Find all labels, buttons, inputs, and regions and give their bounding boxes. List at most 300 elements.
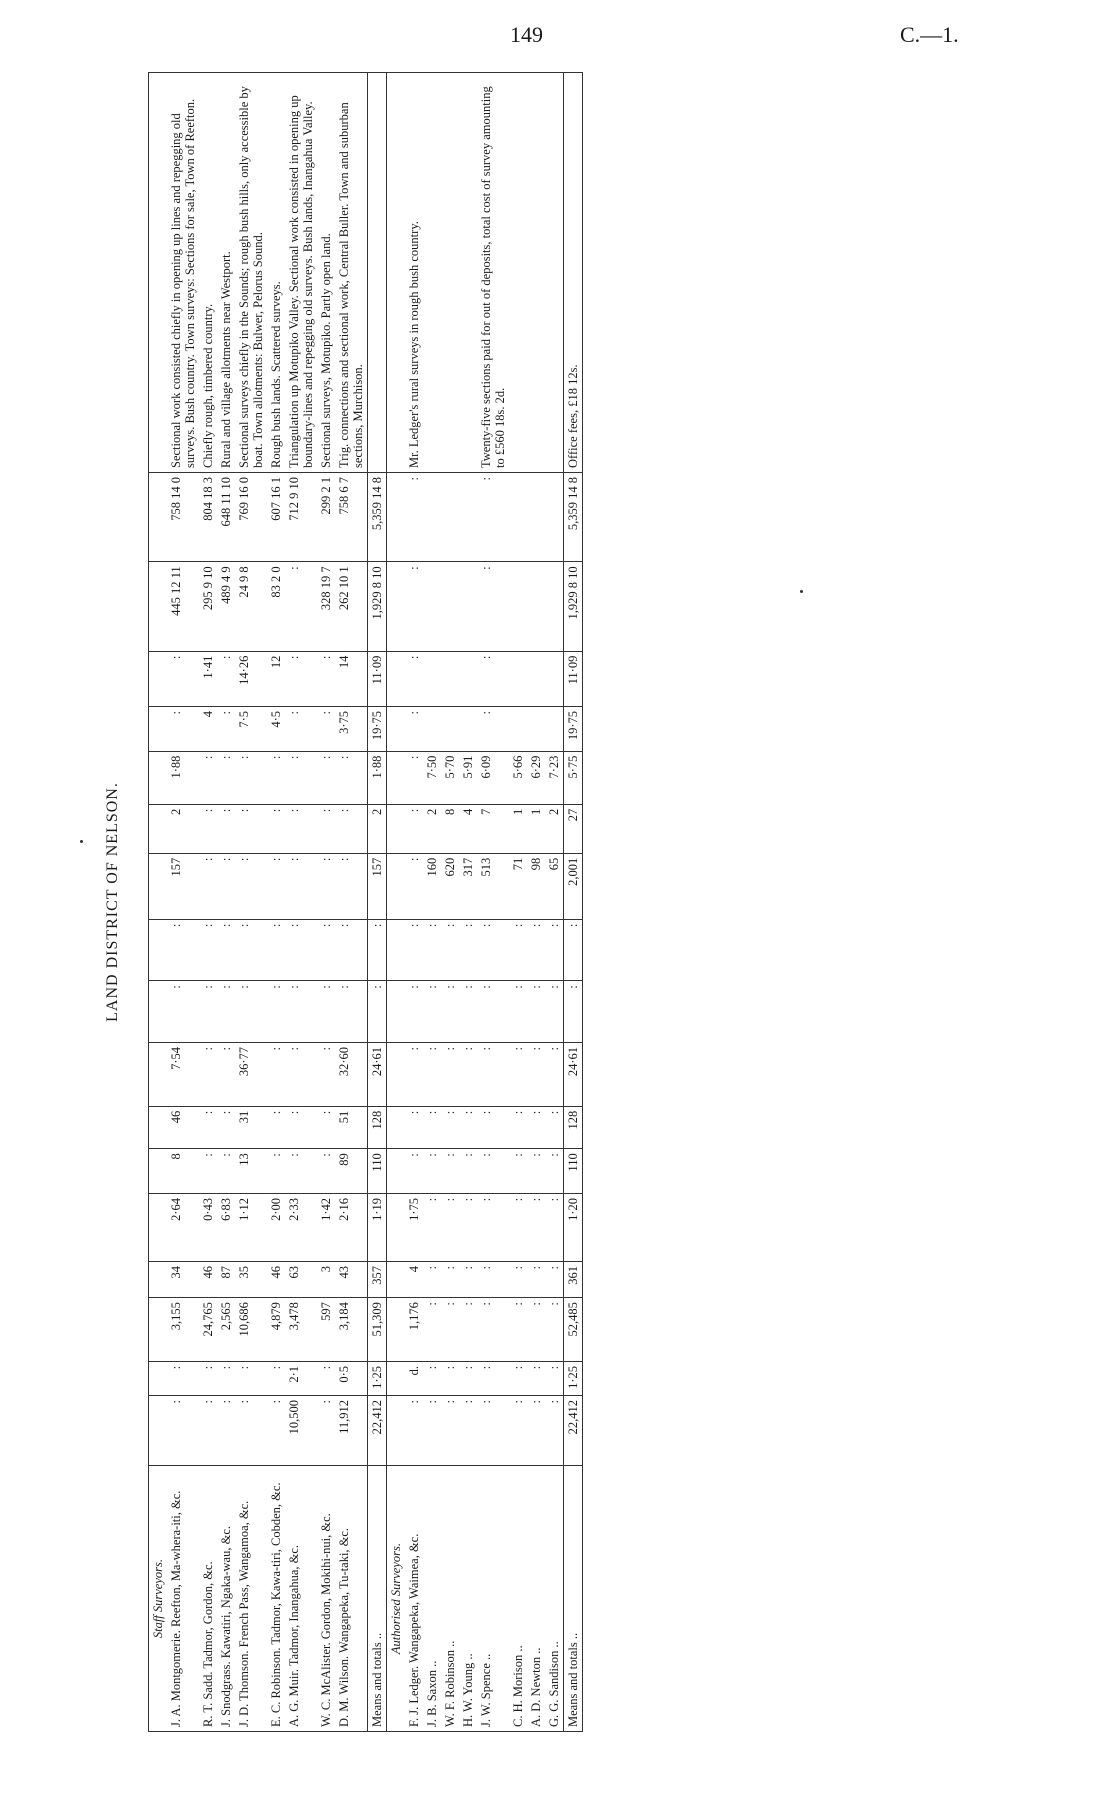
surveyor-name-cell: Means and totals ..	[368, 1466, 387, 1732]
value-cell-c3: :	[545, 1298, 564, 1362]
surveyor-name-cell: R. T. Sadd. Tadmor, Gordon, &c.	[201, 1561, 215, 1727]
value-cell-c2: 1·25	[564, 1361, 583, 1395]
value-cell-c14: 4·5	[267, 706, 285, 751]
value-cell-c16: 489 4 9	[217, 562, 235, 651]
empty-cell	[387, 853, 406, 919]
value-cell-c12: :	[217, 804, 235, 853]
section-heading-row	[387, 73, 406, 1732]
value-cell-c5: 1·42	[317, 1193, 335, 1261]
empty-cell	[149, 651, 168, 706]
value-cell-c10: :	[267, 919, 285, 981]
surveyor-name-cell: J. A. Montgomerie. Reefton, Ma-whera-iti, &c.	[169, 1490, 183, 1727]
table-row	[509, 73, 527, 1732]
totals-row	[368, 73, 387, 1732]
value-cell-c16	[423, 562, 441, 651]
empty-cell	[149, 981, 168, 1043]
value-cell-c17: 648 11 10	[217, 473, 235, 562]
value-cell-c9: :	[199, 981, 217, 1043]
table-body	[149, 73, 583, 1732]
value-cell-c6: :	[441, 1149, 459, 1194]
value-cell-c7: :	[405, 1106, 423, 1149]
surveyor-name-cell: H. W. Young ..	[461, 1653, 475, 1727]
empty-cell	[149, 1261, 168, 1297]
value-cell-c15	[441, 651, 459, 706]
value-cell-c10: :	[509, 919, 527, 981]
value-cell-c15: :	[405, 651, 423, 706]
value-cell-c6: :	[199, 1149, 217, 1194]
surveyor-name-cell: W. C. McAlister. Gordon, Mokihi-nui, &c.	[319, 1513, 333, 1727]
value-cell-c2: :	[235, 1361, 267, 1395]
value-cell-c13: :	[335, 751, 368, 804]
value-cell-c1: :	[217, 1395, 235, 1465]
value-cell-c13: :	[405, 751, 423, 804]
empty-cell	[149, 1193, 168, 1261]
value-cell-c7: 51	[335, 1106, 368, 1149]
value-cell-c8: :	[217, 1042, 235, 1106]
value-cell-c17	[545, 473, 564, 562]
value-cell-c8: :	[509, 1042, 527, 1106]
surveyor-name-cell: C. H. Morison ..	[511, 1645, 525, 1727]
value-cell-c9: :	[285, 981, 317, 1043]
empty-cell	[387, 981, 406, 1043]
value-cell-c3: 10,686	[235, 1298, 267, 1362]
empty-cell	[149, 804, 168, 853]
value-cell-c12: 1	[509, 804, 527, 853]
value-cell-c17	[441, 473, 459, 562]
value-cell-c3: 1,176	[405, 1298, 423, 1362]
value-cell-c14: 19·75	[564, 706, 583, 751]
value-cell-c6: :	[217, 1149, 235, 1194]
value-cell-c12: :	[199, 804, 217, 853]
value-cell-c6: :	[423, 1149, 441, 1194]
remarks-cell	[459, 73, 477, 473]
value-cell-c2: :	[267, 1361, 285, 1395]
surveyor-name-cell: J. B. Saxon ..	[425, 1660, 439, 1727]
value-cell-c14	[527, 706, 545, 751]
value-cell-c5: 2·64	[167, 1193, 199, 1261]
table-row	[217, 73, 235, 1732]
value-cell-c6: 8	[167, 1149, 199, 1194]
value-cell-c15: :	[317, 651, 335, 706]
value-cell-c11: 157	[167, 853, 199, 919]
empty-cell	[149, 473, 168, 562]
value-cell-c7: :	[459, 1106, 477, 1149]
value-cell-c10: :	[199, 919, 217, 981]
remarks-cell: Sectional work consisted chiefly in opening up lines and repegging old surveys. Bush country. Town surveys: Sections for sale, Town of Reefton.	[167, 73, 199, 473]
value-cell-c7: :	[217, 1106, 235, 1149]
value-cell-c9: :	[509, 981, 527, 1043]
value-cell-c14: 7·5	[235, 706, 267, 751]
value-cell-c10: :	[545, 919, 564, 981]
empty-cell	[387, 1042, 406, 1106]
value-cell-c17	[423, 473, 441, 562]
value-cell-c6: 110	[368, 1149, 387, 1194]
value-cell-c3: 3,184	[335, 1298, 368, 1362]
value-cell-c7: :	[441, 1106, 459, 1149]
value-cell-c2: :	[423, 1361, 441, 1395]
value-cell-c12: :	[267, 804, 285, 853]
value-cell-c1: :	[509, 1395, 527, 1465]
value-cell-c17: 299 2 1	[317, 473, 335, 562]
value-cell-c8: :	[423, 1042, 441, 1106]
value-cell-c11: :	[217, 853, 235, 919]
value-cell-c9: :	[335, 981, 368, 1043]
value-cell-c4: 361	[564, 1261, 583, 1297]
remarks-cell: Trig. connections and sectional work, Central Buller. Town and suburban sections, Murchison.	[335, 73, 368, 473]
value-cell-c13: 1·88	[368, 751, 387, 804]
table-row	[441, 73, 459, 1732]
value-cell-c6: :	[509, 1149, 527, 1194]
empty-cell	[149, 1298, 168, 1362]
table-row	[199, 73, 217, 1732]
value-cell-c10: :	[459, 919, 477, 981]
value-cell-c15	[509, 651, 527, 706]
value-cell-c15: :	[285, 651, 317, 706]
value-cell-c14: :	[217, 706, 235, 751]
empty-cell	[149, 73, 168, 473]
value-cell-c1: :	[235, 1395, 267, 1465]
value-cell-c7: :	[423, 1106, 441, 1149]
value-cell-c15: 14	[335, 651, 368, 706]
value-cell-c15: 14·26	[235, 651, 267, 706]
value-cell-c15: :	[167, 651, 199, 706]
empty-cell	[149, 1106, 168, 1149]
value-cell-c14	[423, 706, 441, 751]
rotated-table-block	[104, 72, 1108, 1732]
surveyor-name-cell: G. G. Sandison ..	[547, 1641, 561, 1727]
value-cell-c6: :	[405, 1149, 423, 1194]
value-cell-c10: :	[423, 919, 441, 981]
value-cell-c7: :	[285, 1106, 317, 1149]
surveyor-name-cell: A. D. Newton ..	[529, 1647, 543, 1727]
value-cell-c9: :	[217, 981, 235, 1043]
value-cell-c15	[527, 651, 545, 706]
empty-cell	[149, 1042, 168, 1106]
remarks-cell: Chiefly rough, timbered country.	[199, 73, 217, 473]
value-cell-c11: 71	[509, 853, 527, 919]
value-cell-c2: :	[167, 1361, 199, 1395]
value-cell-c14	[459, 706, 477, 751]
value-cell-c4: 357	[368, 1261, 387, 1297]
value-cell-c11: :	[267, 853, 285, 919]
surveyor-name-cell: E. C. Robinson. Tadmor, Kawa-tiri, Cobden, &c.	[269, 1482, 283, 1727]
remarks-cell	[423, 73, 441, 473]
value-cell-c17: 607 16 1	[267, 473, 285, 562]
value-cell-c1: :	[459, 1395, 477, 1465]
value-cell-c5: :	[423, 1193, 441, 1261]
value-cell-c2: 2·1	[285, 1361, 317, 1395]
surveyor-name-cell: F. J. Ledger. Wangapeka, Waimea, &c.	[407, 1533, 421, 1727]
table-row	[285, 73, 317, 1732]
value-cell-c13: :	[199, 751, 217, 804]
value-cell-c13: 6·29	[527, 751, 545, 804]
value-cell-c4: 4	[405, 1261, 423, 1297]
section-heading-row	[149, 73, 168, 1732]
empty-cell	[387, 706, 406, 751]
surveyor-name-cell: J. Snodgrass. Kawatiri, Ngaka-wau, &c.	[219, 1526, 233, 1727]
value-cell-c13: 6·09	[477, 751, 509, 804]
value-cell-c4: :	[459, 1261, 477, 1297]
value-cell-c15: :	[217, 651, 235, 706]
value-cell-c5: :	[545, 1193, 564, 1261]
value-cell-c14: 19·75	[368, 706, 387, 751]
value-cell-c12: 1	[527, 804, 545, 853]
value-cell-c8: :	[317, 1042, 335, 1106]
remarks-cell: Twenty-five sections paid for out of deposits, total cost of survey amounting to £560 18s. 2d.	[477, 73, 509, 473]
empty-cell	[149, 751, 168, 804]
value-cell-c17	[509, 473, 527, 562]
value-cell-c15	[545, 651, 564, 706]
table-row	[317, 73, 335, 1732]
value-cell-c2: :	[527, 1361, 545, 1395]
value-cell-c3: 4,879	[267, 1298, 285, 1362]
value-cell-c2: 0·5	[335, 1361, 368, 1395]
value-cell-c4: 87	[217, 1261, 235, 1297]
remarks-cell: Office fees, £18 12s.	[564, 73, 583, 473]
survey-ledger-table	[148, 72, 583, 1732]
value-cell-c14: :	[167, 706, 199, 751]
value-cell-c17: 5,359 14 8	[564, 473, 583, 562]
value-cell-c13: :	[285, 751, 317, 804]
value-cell-c11: :	[335, 853, 368, 919]
empty-cell	[387, 751, 406, 804]
value-cell-c13: 5·70	[441, 751, 459, 804]
value-cell-c3: :	[509, 1298, 527, 1362]
value-cell-c3: 3,155	[167, 1298, 199, 1362]
value-cell-c9: :	[267, 981, 285, 1043]
value-cell-c10: :	[235, 919, 267, 981]
value-cell-c7: :	[509, 1106, 527, 1149]
value-cell-c17: 758 14 0	[167, 473, 199, 562]
value-cell-c8: 7·54	[167, 1042, 199, 1106]
value-cell-c8: :	[477, 1042, 509, 1106]
value-cell-c4: :	[545, 1261, 564, 1297]
value-cell-c3: 52,485	[564, 1298, 583, 1362]
value-cell-c16: 295 9 10	[199, 562, 217, 651]
document-code: C.—1.	[900, 22, 959, 47]
value-cell-c11: 317	[459, 853, 477, 919]
value-cell-c4: :	[509, 1261, 527, 1297]
print-speck	[80, 840, 83, 843]
empty-cell	[387, 1261, 406, 1297]
value-cell-c8: :	[545, 1042, 564, 1106]
value-cell-c17: :	[405, 473, 423, 562]
value-cell-c2: :	[477, 1361, 509, 1395]
value-cell-c6: 89	[335, 1149, 368, 1194]
page-number: 149	[510, 22, 543, 47]
value-cell-c5: :	[459, 1193, 477, 1261]
value-cell-c7: 128	[564, 1106, 583, 1149]
value-cell-c16: 1,929 8 10	[368, 562, 387, 651]
value-cell-c14: :	[317, 706, 335, 751]
value-cell-c3: 2,565	[217, 1298, 235, 1362]
value-cell-c13: 5·75	[564, 751, 583, 804]
value-cell-c6: :	[545, 1149, 564, 1194]
value-cell-c8: 32·60	[335, 1042, 368, 1106]
value-cell-c3: 3,478	[285, 1298, 317, 1362]
value-cell-c14: :	[477, 706, 509, 751]
value-cell-c6: :	[285, 1149, 317, 1194]
empty-cell	[387, 1106, 406, 1149]
remarks-cell	[441, 73, 459, 473]
value-cell-c5: 1·12	[235, 1193, 267, 1261]
empty-cell	[387, 651, 406, 706]
table-row	[335, 73, 368, 1732]
value-cell-c17: 804 18 3	[199, 473, 217, 562]
value-cell-c6: :	[459, 1149, 477, 1194]
value-cell-c13: 7·50	[423, 751, 441, 804]
remarks-cell	[368, 73, 387, 473]
value-cell-c14	[545, 706, 564, 751]
remarks-cell	[527, 73, 545, 473]
remarks-cell: Mr. Ledger's rural surveys in rough bush country.	[405, 73, 423, 473]
value-cell-c11: 160	[423, 853, 441, 919]
value-cell-c1: 22,412	[564, 1395, 583, 1465]
value-cell-c9: :	[317, 981, 335, 1043]
empty-cell	[149, 706, 168, 751]
value-cell-c6: :	[317, 1149, 335, 1194]
value-cell-c12: 8	[441, 804, 459, 853]
value-cell-c5: 1·20	[564, 1193, 583, 1261]
value-cell-c1: :	[199, 1395, 217, 1465]
value-cell-c15	[423, 651, 441, 706]
table-row	[267, 73, 285, 1732]
value-cell-c11: :	[405, 853, 423, 919]
empty-cell	[387, 1298, 406, 1362]
value-cell-c14: 4	[199, 706, 217, 751]
empty-cell	[387, 473, 406, 562]
value-cell-c16: 445 12 11	[167, 562, 199, 651]
value-cell-c12: 27	[564, 804, 583, 853]
section-heading: Staff Surveyors.	[151, 1558, 165, 1639]
value-cell-c13: 5·91	[459, 751, 477, 804]
value-cell-c2: :	[459, 1361, 477, 1395]
value-cell-c10: :	[217, 919, 235, 981]
value-cell-c12: 2	[545, 804, 564, 853]
surveyor-name-cell: Means and totals ..	[564, 1466, 583, 1732]
value-cell-c6: :	[267, 1149, 285, 1194]
remarks-cell: Rural and village allotments near Westport.	[217, 73, 235, 473]
value-cell-c16: 24 9 8	[235, 562, 267, 651]
value-cell-c17	[527, 473, 545, 562]
value-cell-c10: :	[405, 919, 423, 981]
value-cell-c13: :	[317, 751, 335, 804]
empty-cell	[149, 1395, 168, 1465]
value-cell-c14	[509, 706, 527, 751]
empty-cell	[387, 1395, 406, 1465]
value-cell-c5: :	[441, 1193, 459, 1261]
value-cell-c4: :	[441, 1261, 459, 1297]
value-cell-c6: :	[527, 1149, 545, 1194]
value-cell-c1: :	[405, 1395, 423, 1465]
value-cell-c5: 0·43	[199, 1193, 217, 1261]
value-cell-c13: :	[235, 751, 267, 804]
value-cell-c16: 83 2 0	[267, 562, 285, 651]
value-cell-c2: :	[317, 1361, 335, 1395]
table-row	[167, 73, 199, 1732]
value-cell-c7: 128	[368, 1106, 387, 1149]
value-cell-c11: 157	[368, 853, 387, 919]
remarks-cell	[509, 73, 527, 473]
value-cell-c17: 758 6 7	[335, 473, 368, 562]
value-cell-c12: 2	[368, 804, 387, 853]
value-cell-c11: 65	[545, 853, 564, 919]
value-cell-c2: :	[199, 1361, 217, 1395]
remarks-cell: Sectional surveys, Motupiko. Partly open land.	[317, 73, 335, 473]
value-cell-c2: :	[217, 1361, 235, 1395]
grand-totals-row	[564, 73, 583, 1732]
remarks-cell: Sectional surveys chiefly in the Sounds; rough bush hills, only accessible by boat. Town allotments: Bulwer, Pelorus Sound.	[235, 73, 267, 473]
value-cell-c1: :	[527, 1395, 545, 1465]
empty-cell	[387, 562, 406, 651]
table-row	[545, 73, 564, 1732]
value-cell-c5: 1·19	[368, 1193, 387, 1261]
value-cell-c9: :	[235, 981, 267, 1043]
value-cell-c16: 262 10 1	[335, 562, 368, 651]
value-cell-c14: :	[285, 706, 317, 751]
empty-cell	[387, 1361, 406, 1395]
value-cell-c12: 2	[423, 804, 441, 853]
value-cell-c4: 35	[235, 1261, 267, 1297]
remarks-cell	[545, 73, 564, 473]
value-cell-c16: :	[477, 562, 509, 651]
table-row	[235, 73, 267, 1732]
value-cell-c1: 11,912	[335, 1395, 368, 1465]
value-cell-c2: :	[509, 1361, 527, 1395]
value-cell-c4: 34	[167, 1261, 199, 1297]
value-cell-c9: :	[564, 981, 583, 1043]
value-cell-c7: 31	[235, 1106, 267, 1149]
table-row	[423, 73, 441, 1732]
value-cell-c10: :	[335, 919, 368, 981]
value-cell-c2: :	[545, 1361, 564, 1395]
empty-cell	[387, 804, 406, 853]
value-cell-c11: 513	[477, 853, 509, 919]
value-cell-c16: :	[285, 562, 317, 651]
value-cell-c12: :	[285, 804, 317, 853]
value-cell-c8: :	[285, 1042, 317, 1106]
value-cell-c2: :	[441, 1361, 459, 1395]
value-cell-c17: 769 16 0	[235, 473, 267, 562]
section-heading: Authorised Surveyors.	[389, 1543, 403, 1655]
value-cell-c7: :	[527, 1106, 545, 1149]
value-cell-c12: :	[317, 804, 335, 853]
value-cell-c12: :	[235, 804, 267, 853]
value-cell-c14: :	[405, 706, 423, 751]
value-cell-c10: :	[441, 919, 459, 981]
value-cell-c11: :	[199, 853, 217, 919]
empty-cell	[387, 1193, 406, 1261]
table-row	[477, 73, 509, 1732]
value-cell-c12: :	[405, 804, 423, 853]
table-title: LAND DISTRICT OF NELSON.	[104, 782, 121, 1022]
empty-cell	[387, 919, 406, 981]
value-cell-c9: :	[459, 981, 477, 1043]
surveyor-name-cell: D. M. Wilson. Wangapeka, Tu-taki, &c.	[337, 1527, 351, 1727]
empty-cell	[387, 73, 406, 473]
value-cell-c8: :	[405, 1042, 423, 1106]
value-cell-c17: :	[477, 473, 509, 562]
value-cell-c13: 5·66	[509, 751, 527, 804]
value-cell-c6: 110	[564, 1149, 583, 1194]
value-cell-c16	[527, 562, 545, 651]
value-cell-c15	[459, 651, 477, 706]
surveyor-name-cell: J. D. Thomson. French Pass, Wangamoa, &c.	[237, 1500, 251, 1727]
value-cell-c13: :	[217, 751, 235, 804]
value-cell-c7: :	[545, 1106, 564, 1149]
value-cell-c1: :	[545, 1395, 564, 1465]
value-cell-c4: 46	[267, 1261, 285, 1297]
